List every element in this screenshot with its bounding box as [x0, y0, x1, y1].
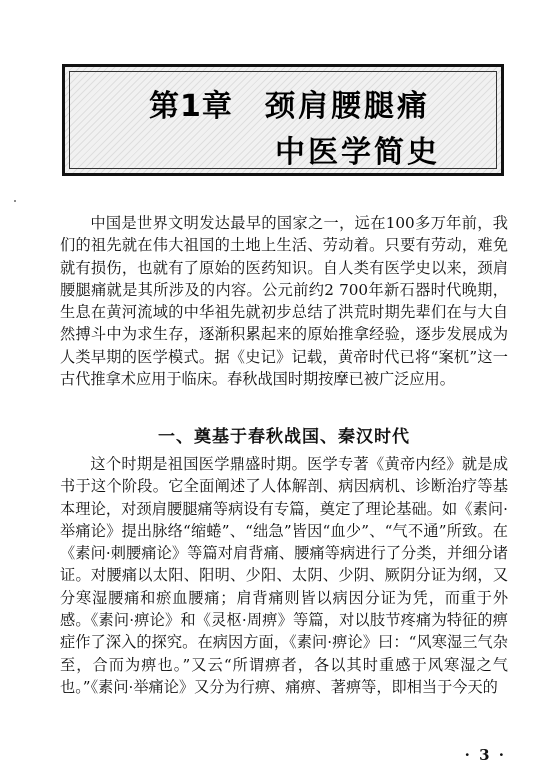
intro-paragraph: 中国是世界文明发达最早的国家之一，远在100多万年前，我们的祖先就在伟大祖国的土地上生活、劳动着。只要有劳动，难免就有损伤，也就有了原始的医药知识。自人类有医学史以来，颈肩腰腿痛就是其所涉及的内容。公元前约2 700年新石器时代晚期，生息在黄河流域的中华祖先就初步总结了洪荒时期先辈们在与大自然搏斗中为求生存，逐渐积累起来的原始推拿经验，逐步发展成为人类早期的医学模式。据《史记》记载，黄帝时代已将“案杌”这一古代推拿术应用于临床。春秋战国时期按摩已被广泛应用。	[60, 214, 508, 389]
section-paragraph: 这个时期是祖国医学鼎盛时期。医学专著《黄帝内经》就是成书于这个阶段。它全面阐述了人体解剖、病因病机、诊断治疗等基本理论，对颈肩腰腿痛等病设有专篇，奠定了理论基础。如《素问·举痛论》提出脉络“缩蜷”、“绌急”皆因“血少”、“气不通”所致。在《素问·刺腰痛论》等篇对肩背痛、腰痛等病进行了分类，并细分诸证。对腰痛以太阳、阳明、少阳、太阴、少阴、厥阴分证为纲，又分寒湿腰痛和瘀血腰痛；肩背痛则皆以病因分证为凭，而重于外感。《素问·痹论》和《灵枢·周痹》等篇，对以肢节疼痛为特征的痹症作了深入的探究。在病因方面，《素问·痹论》曰：“风寒湿三气杂至，合而为痹也。”又云“所谓痹者，各以其时重感于风寒湿之气也。”《素问·举痛论》又分为行痹、痛痹、著痹等，即相当于今天的	[60, 455, 508, 696]
scan-speck	[14, 200, 16, 202]
section-heading: 一、奠基于春秋战国、秦汉时代	[158, 427, 410, 447]
page-number: · 3 ·	[464, 746, 506, 764]
chapter-title-line2: 中医学简史	[275, 135, 440, 170]
chapter-title-line1: 颈肩腰腿痛	[265, 89, 430, 124]
chapter-number: 第1章	[149, 89, 233, 124]
chapter-banner	[62, 64, 504, 176]
